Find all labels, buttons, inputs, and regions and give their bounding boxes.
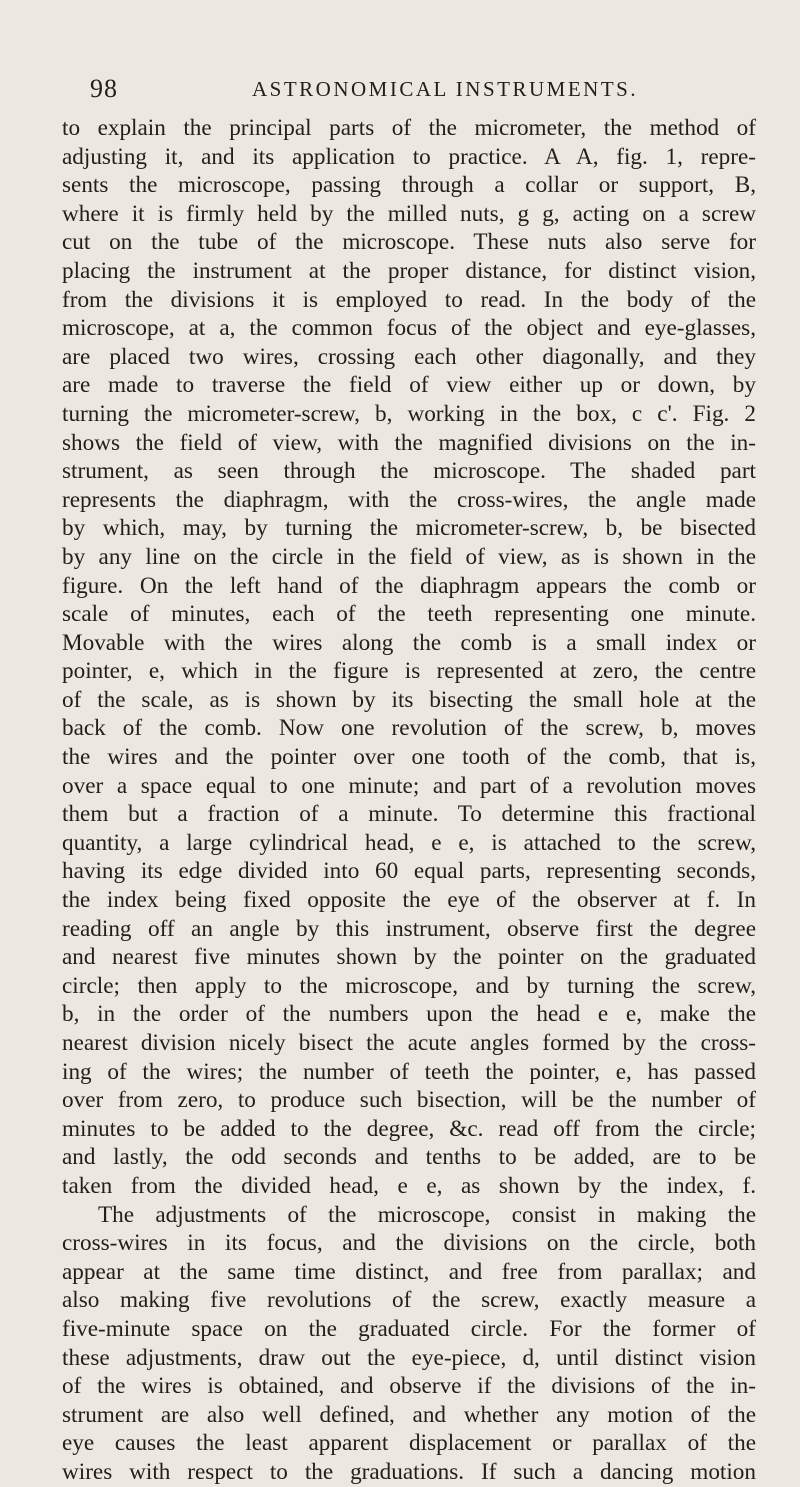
text-line: of the wires is obtained, and observe if the divisions of the in- bbox=[62, 1373, 756, 1400]
text-line: reading off an angle by this instrument, observe first the degree bbox=[62, 915, 756, 942]
text-line: them but a fraction of a minute. To determine this fractional bbox=[62, 801, 756, 828]
text-line: wires with respect to the graduations. If such a dancing motion bbox=[62, 1458, 756, 1485]
text-line: and nearest five minutes shown by the pointer on the graduated bbox=[62, 944, 756, 971]
text-line: circle; then apply to the microscope, and by turning the screw, bbox=[62, 972, 756, 999]
text-line: having its edge divided into 60 equal parts, representing seconds, bbox=[62, 858, 756, 885]
text-line: shows the field of view, with the magnified divisions on the in- bbox=[62, 429, 756, 456]
paragraph-start-line: The adjustments of the microscope, consist in making the bbox=[98, 1201, 756, 1228]
text-line: of the scale, as is shown by its bisecting the small hole at the bbox=[62, 686, 756, 713]
text-line: over a space equal to one minute; and part of a revolution moves bbox=[62, 772, 756, 799]
text-line: Movable with the wires along the comb is a small index or bbox=[62, 629, 756, 656]
text-line: and lastly, the odd seconds and tenths to be added, are to be bbox=[62, 1144, 756, 1171]
text-line: taken from the divided head, e e, as shown by the index, f. bbox=[62, 1172, 756, 1199]
text-line: appear at the same time distinct, and free from parallax; and bbox=[62, 1258, 756, 1285]
text-line: from the divisions it is employed to read. In the body of the bbox=[62, 286, 756, 313]
text-line: adjusting it, and its application to practice. A A, fig. 1, repre- bbox=[62, 143, 756, 170]
text-line: back of the comb. Now one revolution of the screw, b, moves bbox=[62, 715, 756, 742]
text-line: nearest division nicely bisect the acute angles formed by the cross- bbox=[62, 1030, 756, 1056]
text-line: represents the diaphragm, with the cross-wires, the angle made bbox=[62, 486, 756, 513]
text-line: are made to traverse the field of view either up or down, by bbox=[62, 372, 756, 399]
text-line: strument are also well defined, and whether any motion of the bbox=[62, 1401, 756, 1428]
text-line: also making five revolutions of the screw, exactly measure a bbox=[62, 1287, 756, 1314]
text-line: microscope, at a, the common focus of the object and eye-glasses, bbox=[62, 315, 756, 342]
text-line: five-minute space on the graduated circle. For the former of bbox=[62, 1315, 756, 1342]
text-line: minutes to be added to the degree, &c. read off from the circle; bbox=[62, 1115, 756, 1142]
text-line: over from zero, to produce such bisection, will be the number of bbox=[62, 1087, 756, 1114]
text-line: eye causes the least apparent displacement or parallax of the bbox=[62, 1430, 756, 1457]
text-line: figure. On the left hand of the diaphragm appears the comb or bbox=[62, 572, 756, 599]
text-line: b, in the order of the numbers upon the head e e, make the bbox=[62, 1001, 756, 1028]
text-line: sents the microscope, passing through a collar or support, B, bbox=[62, 172, 756, 199]
page-header bbox=[62, 52, 756, 103]
text-line: by which, may, by turning the micrometer-screw, b, be bisected bbox=[62, 515, 756, 542]
text-line: strument, as seen through the microscope. The shaded part bbox=[62, 458, 756, 485]
text-line: the index being fixed opposite the eye of the observer at f. In bbox=[62, 887, 756, 914]
text-line: quantity, a large cylindrical head, e e, is attached to the screw, bbox=[62, 829, 756, 856]
text-line: these adjustments, draw out the eye-piece, d, until distinct vision bbox=[62, 1344, 756, 1371]
text-line: scale of minutes, each of the teeth representing one minute. bbox=[62, 601, 756, 628]
running-head: ASTRONOMICAL INSTRUMENTS. bbox=[252, 77, 639, 101]
text-line: ing of the wires; the number of teeth the pointer, e, has passed bbox=[62, 1058, 756, 1085]
text-line: placing the instrument at the proper distance, for distinct vision, bbox=[62, 257, 756, 284]
text-line: turning the micrometer-screw, b, working in the box, c c'. Fig. 2 bbox=[62, 400, 756, 427]
text-line: where it is firmly held by the milled nuts, g g, acting on a screw bbox=[62, 200, 756, 227]
text-line: to explain the principal parts of the micrometer, the method of bbox=[62, 115, 756, 141]
text-line: by any line on the circle in the field of view, as is shown in the bbox=[62, 543, 756, 570]
page-number: 98 bbox=[90, 74, 118, 103]
text-line: cut on the tube of the microscope. These nuts also serve for bbox=[62, 229, 756, 256]
text-line: cross-wires in its focus, and the divisions on the circle, both bbox=[62, 1230, 756, 1257]
text-line: pointer, e, which in the figure is represented at zero, the centre bbox=[62, 658, 756, 685]
text-line: the wires and the pointer over one tooth of the comb, that is, bbox=[62, 744, 756, 771]
body-text bbox=[62, 114, 756, 1487]
text-line: are placed two wires, crossing each other diagonally, and they bbox=[62, 343, 756, 370]
